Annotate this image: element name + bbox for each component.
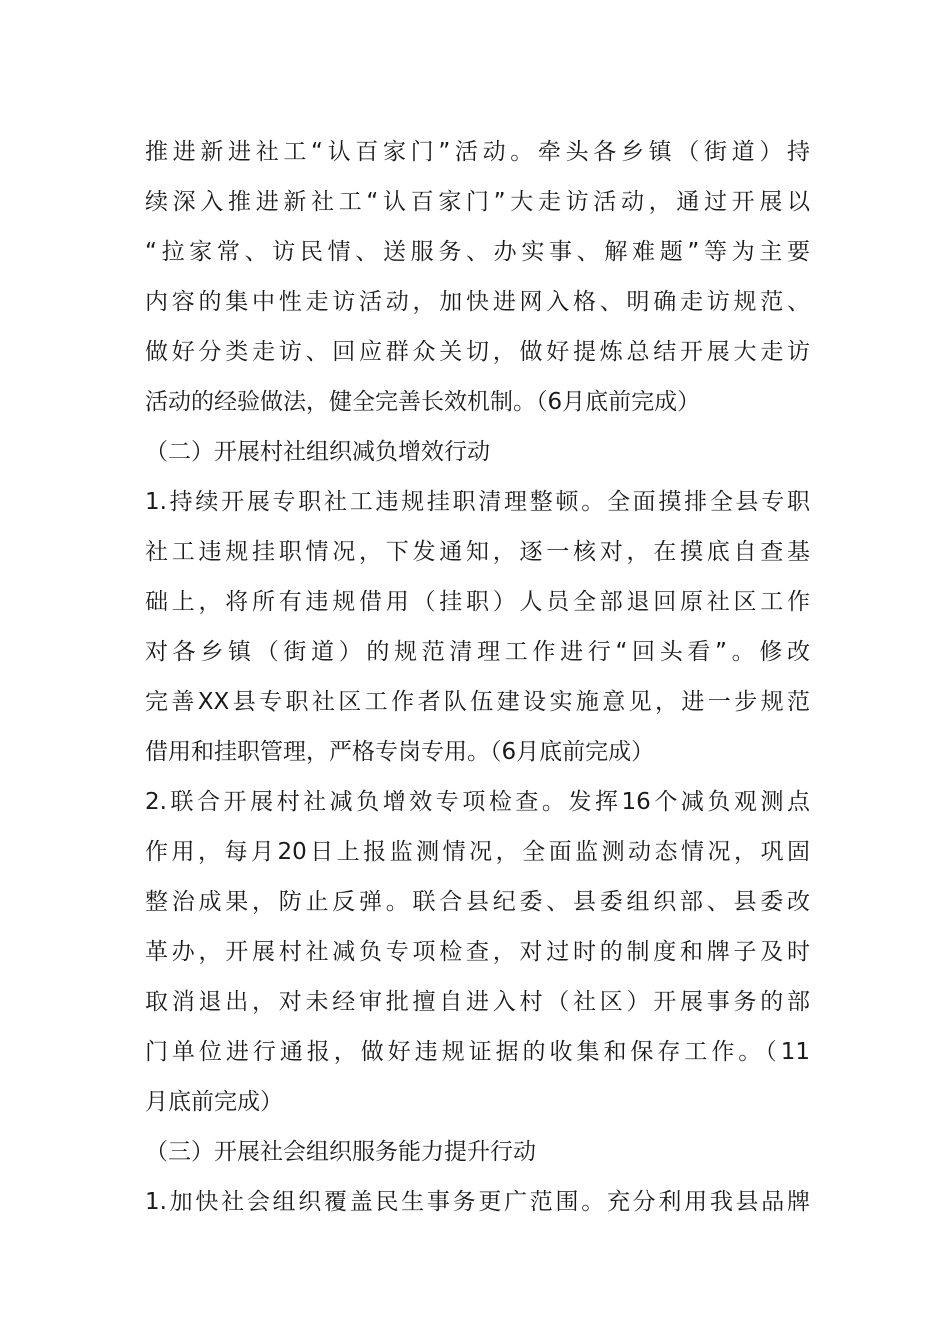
paragraph-line: “拉家常、访民情、送服务、办实事、解难题”等为主要 [145, 239, 810, 265]
paragraph-line: 作用，每月20日上报监测情况，全面监测动态情况，巩固 [145, 839, 810, 865]
paragraph-line: 月底前完成） [145, 1089, 283, 1115]
paragraph-line: 2.联合开展村社减负增效专项检查。发挥16个减负观测点 [145, 789, 810, 815]
paragraph-line: 对各乡镇（街道）的规范清理工作进行“回头看”。修改 [145, 639, 810, 665]
paragraph-line: 推进新进社工“认百家门”活动。牵头各乡镇（街道）持 [145, 139, 810, 165]
paragraph-line: 门单位进行通报，做好违规证据的收集和保存工作。（11 [145, 1039, 810, 1065]
paragraph-line: 续深入推进新社工“认百家门”大走访活动，通过开展以 [145, 189, 810, 215]
paragraph-line: 取消退出，对未经审批擅自进入村（社区）开展事务的部 [145, 989, 810, 1015]
paragraph-line: 做好分类走访、回应群众关切，做好提炼总结开展大走访 [145, 339, 810, 365]
paragraph-line: 社工违规挂职情况，下发通知，逐一核对，在摸底自查基 [145, 539, 810, 565]
paragraph-line: 整治成果，防止反弹。联合县纪委、县委组织部、县委改 [145, 889, 810, 915]
paragraph-line: 借用和挂职管理，严格专岗专用。（6月底前完成） [145, 739, 655, 765]
paragraph-line: 1.持续开展专职社工违规挂职清理整顿。全面摸排全县专职 [145, 489, 810, 515]
paragraph-line: 础上，将所有违规借用（挂职）人员全部退回原社区工作 [145, 589, 810, 615]
section-heading: （二）开展村社组织减负增效行动 [145, 439, 490, 465]
paragraph-line: 内容的集中性走访活动，加快进网入格、明确走访规范、 [145, 289, 810, 315]
paragraph-line: 完善XX县专职社区工作者队伍建设实施意见，进一步规范 [145, 689, 810, 715]
paragraph-line: 1.加快社会组织覆盖民生事务更广范围。充分利用我县品牌 [145, 1189, 810, 1215]
document-body [145, 127, 810, 1227]
paragraph-line: 革办，开展村社减负专项检查，对过时的制度和牌子及时 [145, 939, 810, 965]
paragraph-line: 活动的经验做法，健全完善长效机制。（6月底前完成） [145, 389, 701, 415]
section-heading: （三）开展社会组织服务能力提升行动 [145, 1139, 536, 1165]
